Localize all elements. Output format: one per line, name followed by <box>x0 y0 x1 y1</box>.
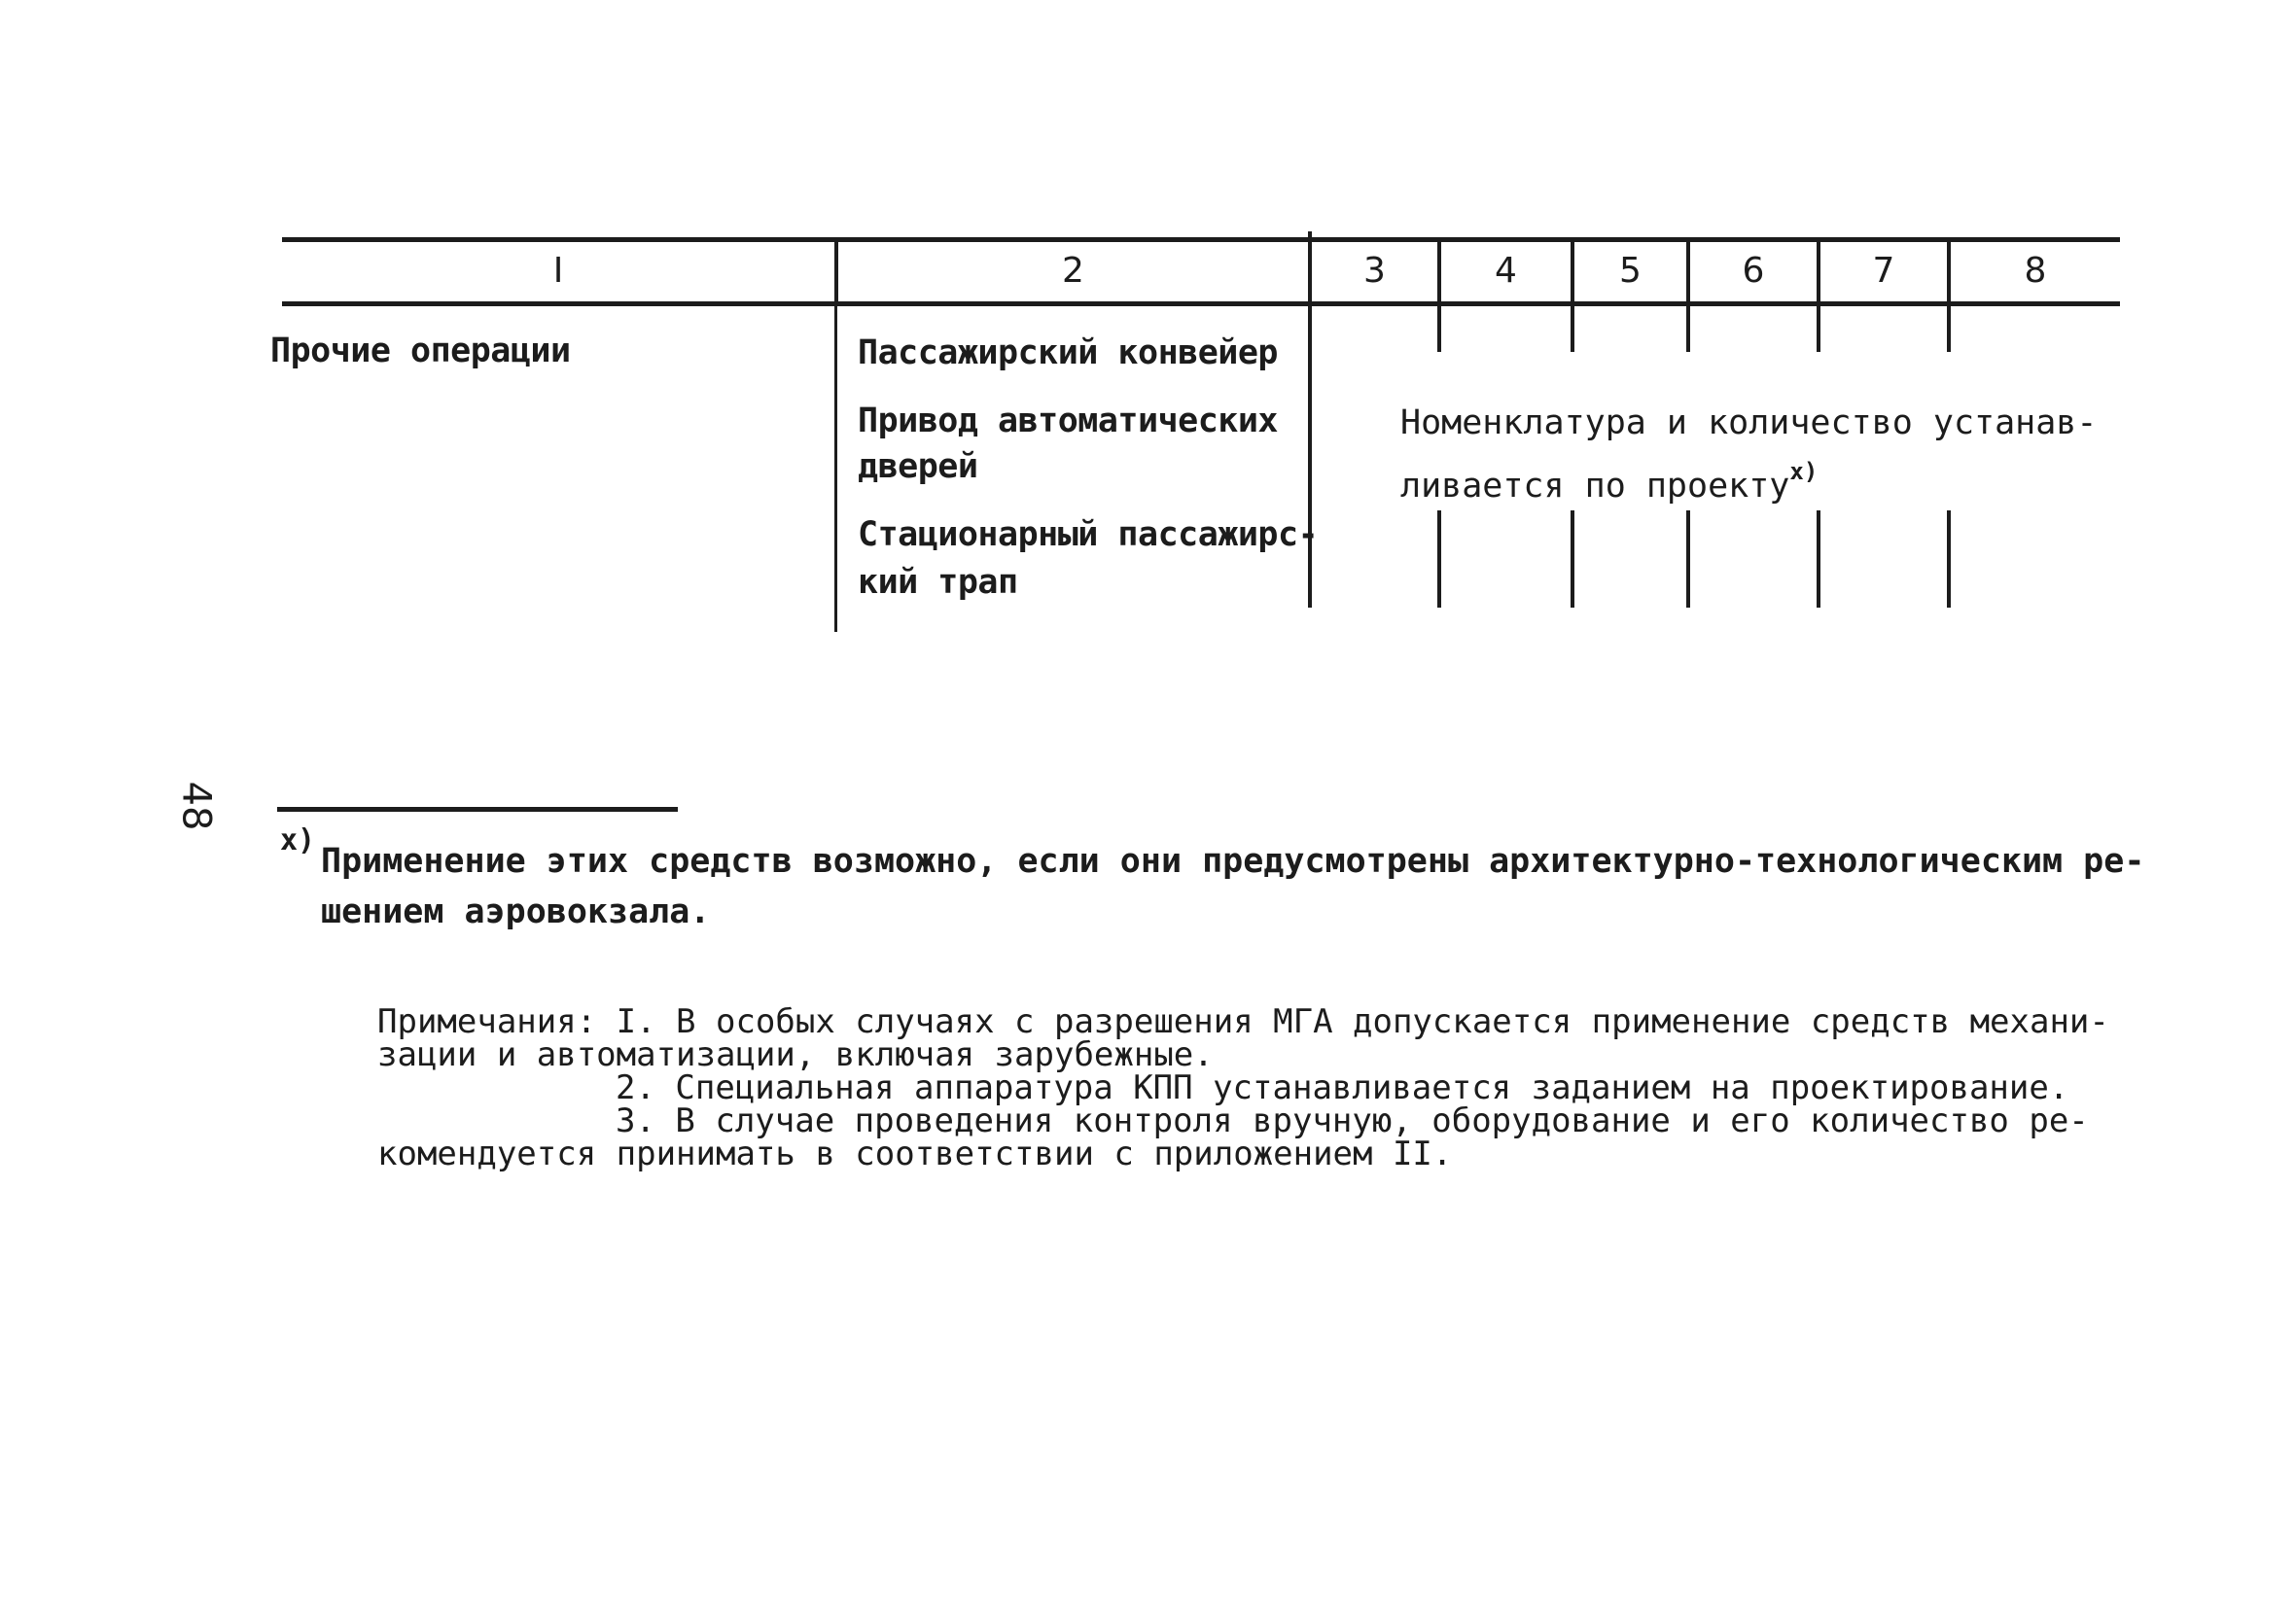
item-automatic-door-drive-line2: дверей <box>858 447 978 486</box>
footnote-reference: x) <box>1789 458 1819 485</box>
footnote-line-2: шением аэровокзала. <box>321 892 711 931</box>
item-passenger-conveyor: Пассажирский конвейер <box>858 333 1279 372</box>
header-col-8: 8 <box>2024 251 2047 291</box>
merged-columns-note <box>1400 399 2097 510</box>
table-top-rule <box>282 237 2120 242</box>
upper-tick-5 <box>1571 306 1574 352</box>
upper-tick-6 <box>1686 306 1690 352</box>
upper-tick-4 <box>1437 306 1441 352</box>
upper-tick-7 <box>1817 306 1820 352</box>
header-col-5: 5 <box>1619 251 1642 291</box>
merged-note-line2-text: ливается по проекту <box>1400 467 1790 506</box>
notes-line-2: зации и автоматизации, включая зарубежные. <box>377 1035 1214 1074</box>
table-header-rule <box>282 301 2120 306</box>
item-stationary-ramp-line1: Стационарный пассажирс- <box>858 515 1319 554</box>
lower-tick-7 <box>1817 510 1820 608</box>
body-divider-1 <box>834 306 837 632</box>
header-col-3: 3 <box>1363 251 1386 291</box>
upper-tick-8 <box>1947 306 1951 352</box>
merged-note-line1: Номенклатура и количество устанав- <box>1400 403 2098 442</box>
header-col-2: 2 <box>1062 251 1084 291</box>
header-col-1: I <box>552 251 564 291</box>
footnote-marker: x) <box>280 823 316 857</box>
header-col-4: 4 <box>1495 251 1517 291</box>
merged-note-line2 <box>1400 447 2097 510</box>
item-automatic-door-drive-line1: Привод автоматических <box>858 402 1279 440</box>
lower-tick-6 <box>1686 510 1690 608</box>
body-divider-2 <box>1308 306 1312 608</box>
notes-line-3: 2. Специальная аппаратура КПП устанавливается заданием на проектирование. <box>616 1068 2069 1107</box>
notes-line-5: комендуется принимать в соответствии с приложением II. <box>377 1135 1453 1173</box>
item-stationary-ramp-line2: кий трап <box>858 563 1018 602</box>
lower-tick-5 <box>1571 510 1574 608</box>
notes-line-4: 3. В случае проведения контроля вручную, оборудование и его количество ре- <box>616 1101 2089 1140</box>
header-col-7: 7 <box>1872 251 1895 291</box>
footnote-line-1: Применение этих средств возможно, если они предусмотрены архитектурно-технологическим ре- <box>321 842 2145 881</box>
group-label: Прочие операции <box>270 332 571 370</box>
footnote-rule <box>277 807 678 812</box>
lower-tick-4 <box>1437 510 1441 608</box>
lower-tick-8 <box>1947 510 1951 608</box>
header-col-6: 6 <box>1742 251 1765 291</box>
notes-line-1: Примечания: I. В особых случаях с разрешения МГА допускается применение средств механи- <box>377 1002 2109 1041</box>
page-number: 48 <box>173 781 219 831</box>
